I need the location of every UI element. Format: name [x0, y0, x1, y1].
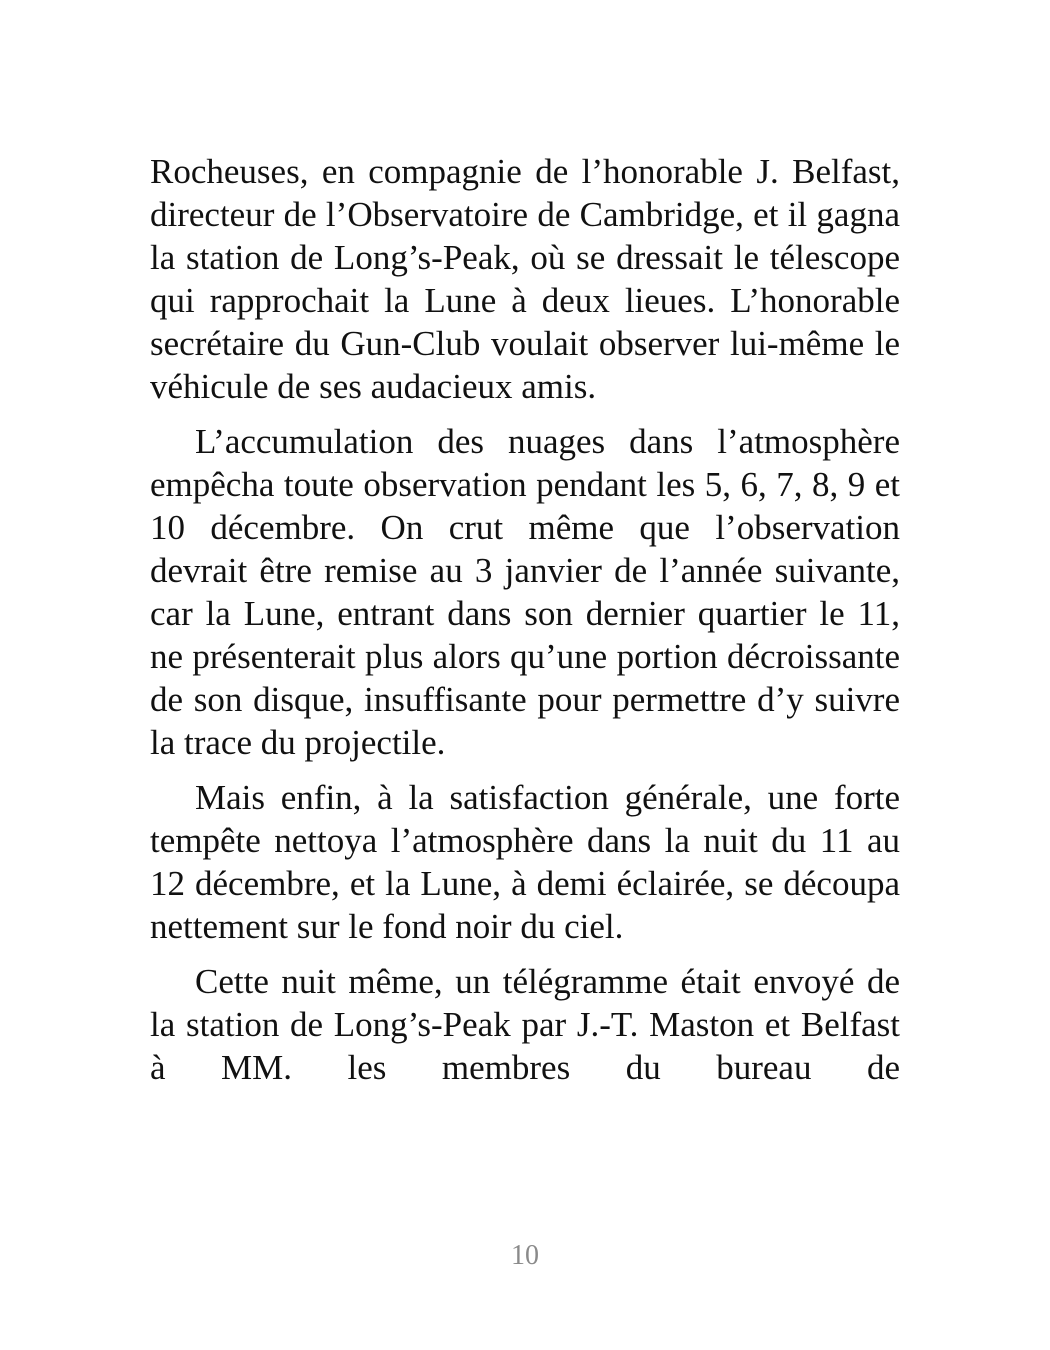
- page-number: 10: [511, 1240, 539, 1271]
- paragraph-clouds: L’accumulation des nuages dans l’atmosphère empêcha toute observation pendant les 5, 6, 7, 8, 9 et 10 décembre. On crut même que l’observation devrait être remise au 3 janvier de l’année suivante, car la Lune, entrant dans son dernier quartier le 11, ne présenterait plus alors qu’une portion décroissante de son disque, insuffisante pour permettre d’y suivre la trace du projectile.: [150, 422, 900, 762]
- body-text: [150, 150, 900, 1101]
- paragraph-continuation: Rocheuses, en compagnie de l’honorable J. Belfast, directeur de l’Observatoire de Cambridge, et il gagna la station de Long’s-Peak, où se dressait le télescope qui rapprochait la Lune à deux lieues. L’honorable secrétaire du Gun-Club voulait observer lui-même le véhicule de ses audacieux amis.: [150, 152, 900, 406]
- paragraph-telegram: Cette nuit même, un télégramme était envoyé de la station de Long’s-Peak par J.-T. Maston et Belfast à MM. les membres du bureau de: [150, 962, 900, 1087]
- paragraph-storm: Mais enfin, à la satisfaction générale, une forte tempête nettoya l’atmosphère dans la nuit du 11 au 12 décembre, et la Lune, à demi éclairée, se découpa nettement sur le fond noir du ciel.: [150, 778, 900, 946]
